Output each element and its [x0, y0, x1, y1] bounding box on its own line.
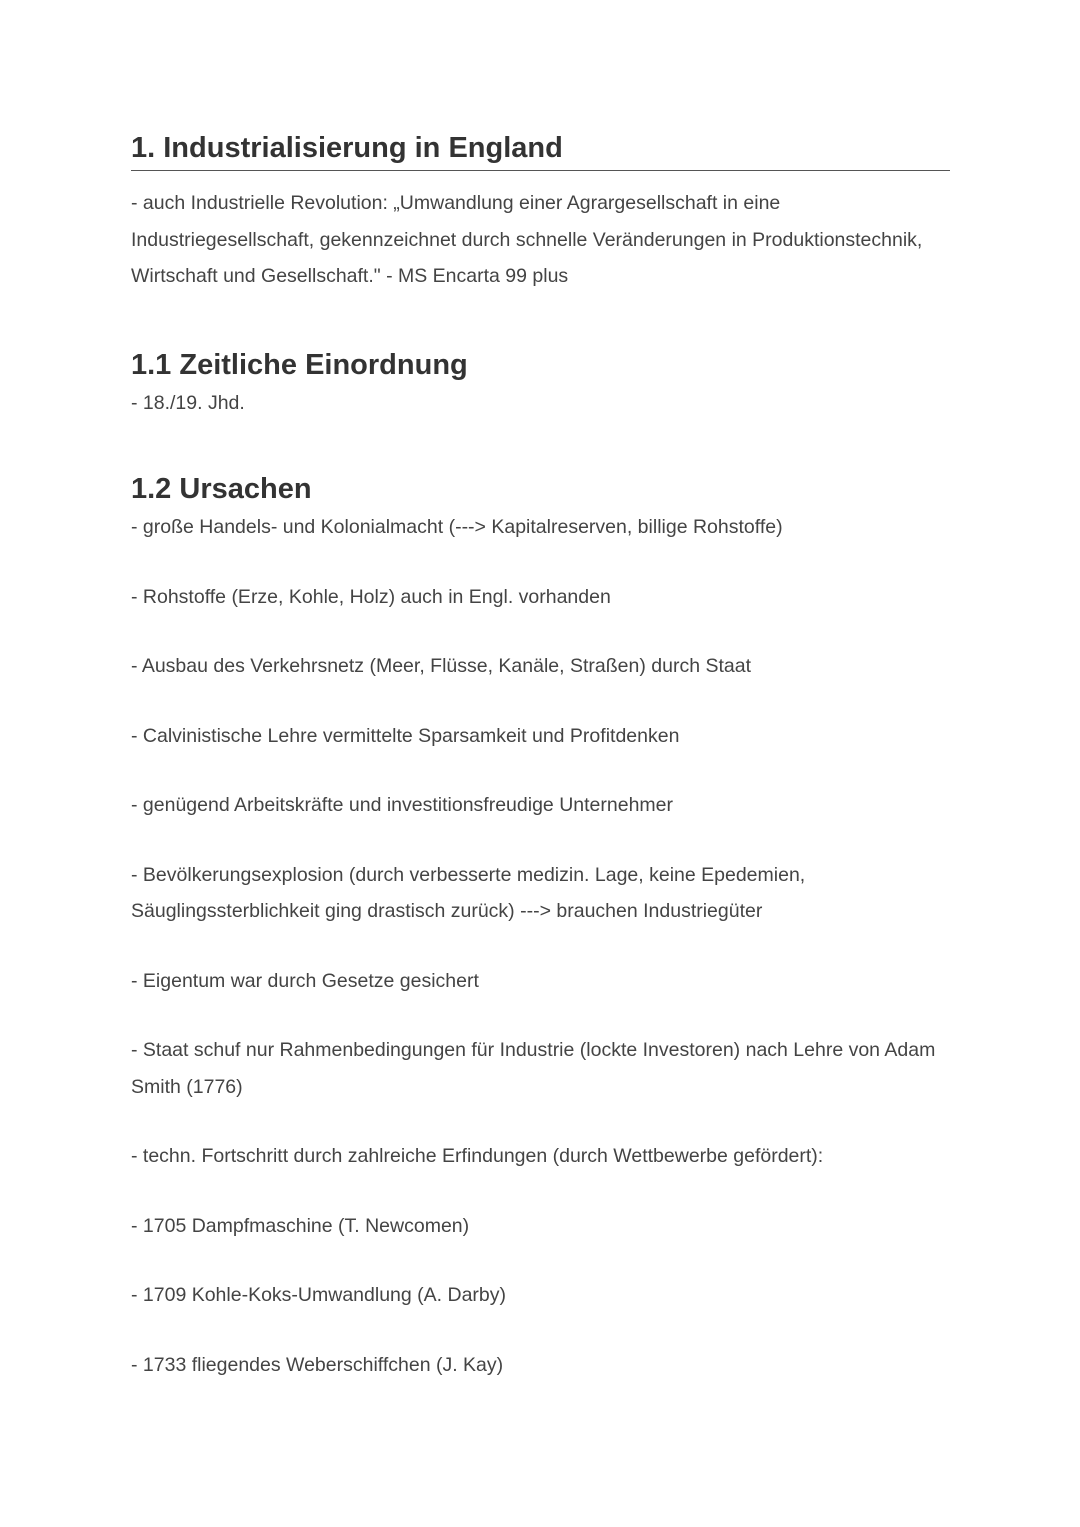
page-title: 1. Industrialisierung in England	[131, 128, 950, 171]
list-item: - 1709 Kohle-Koks-Umwandlung (A. Darby)	[131, 1284, 506, 1306]
section-text-zeitliche-einordnung: - 18./19. Jhd.	[131, 391, 245, 414]
list-item: - 1733 fliegendes Weberschiffchen (J. Kay)	[131, 1353, 504, 1376]
document-page	[131, 128, 950, 1416]
list-item: - Eigentum war durch Gesetze gesichert	[131, 969, 479, 992]
list-item: - Bevölkerungsexplosion (durch verbesserte medizin. Lage, keine Epedemien, Säuglingssterblichkeit ging drastisch zurück) ---> brauchen Industriegüter	[131, 863, 806, 922]
list-item: - 1705 Dampfmaschine (T. Newcomen)	[131, 1214, 470, 1237]
list-item: - Staat schuf nur Rahmenbedingungen für Industrie (lockte Investoren) nach Lehre von Adam Smith (1776)	[131, 1039, 936, 1098]
intro-paragraph: - auch Industrielle Revolution: „Umwandlung einer Agrargesellschaft in eine Industriegesellschaft, gekennzeichnet durch schnelle Veränderungen in Produktionstechnik, Wirtschaft und Gesellschaft." - MS Encarta 99 plus	[131, 192, 923, 287]
list-item: - Calvinistische Lehre vermittelte Sparsamkeit und Profitdenken	[131, 724, 680, 747]
section-heading-ursachen: 1.2 Ursachen	[131, 473, 312, 505]
list-item: - Ausbau des Verkehrsnetz (Meer, Flüsse, Kanäle, Straßen) durch Staat	[131, 655, 751, 677]
section-heading-zeitliche-einordnung: 1.1 Zeitliche Einordnung	[131, 348, 468, 381]
list-item: - genügend Arbeitskräfte und investitionsfreudige Unternehmer	[131, 794, 673, 816]
list-item: - große Handels- und Kolonialmacht (---> Kapitalreserven, billige Rohstoffe)	[131, 516, 783, 538]
ursachen-list	[131, 509, 950, 1383]
list-item: - Rohstoffe (Erze, Kohle, Holz) auch in Engl. vorhanden	[131, 585, 611, 608]
list-item: - techn. Fortschritt durch zahlreiche Erfindungen (durch Wettbewerbe gefördert):	[131, 1145, 824, 1167]
